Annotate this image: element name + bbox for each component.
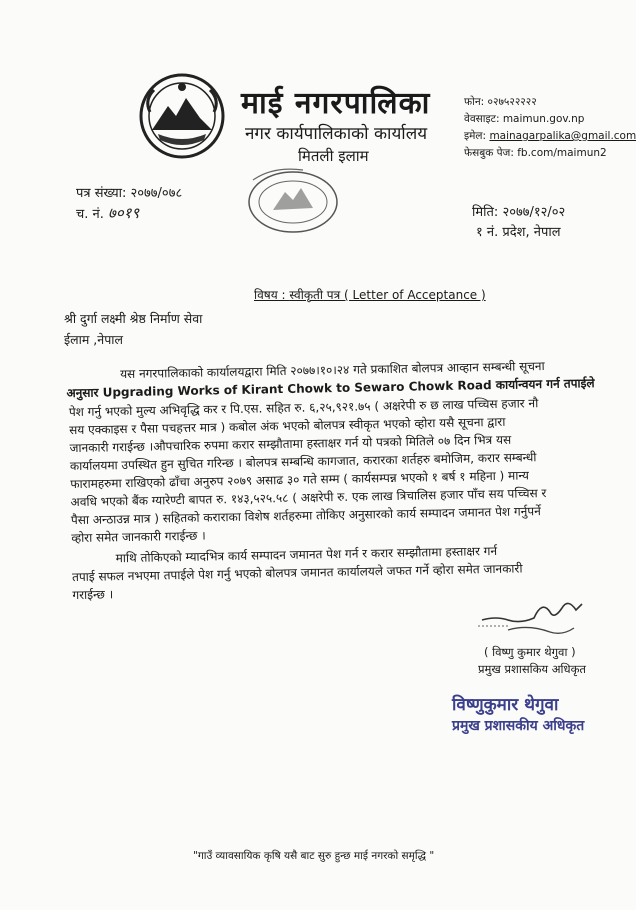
- subject-line: [254, 286, 486, 303]
- office-seal-stamp-icon: [243, 160, 343, 240]
- body-line: अनुसार Upgrading Works of Kirant Chowk to Sewaro Chowk Road कार्यान्वयन गर्न तपाईले: [66, 376, 595, 401]
- office-address: मितली इलाम: [298, 147, 369, 165]
- signatory-stamp-name: विष्णुकुमार थेगुवा: [452, 695, 559, 715]
- contact-facebook: [464, 146, 607, 160]
- handwritten-signature-icon: [478, 590, 588, 642]
- letter-date: [472, 202, 565, 220]
- body-line: अवधि भएको बैंक ग्यारेण्टी बापत रु. १४३,५२५.५८ ( अक्षरेपी रु. एक लाख त्रिचालिस हजार पाँच सय पच्चिस र: [70, 485, 547, 510]
- contact-phone: [464, 95, 537, 109]
- contact-phone-value: ०२७५२२२२२: [487, 96, 537, 108]
- body-line: यस नगरपालिकाको कार्यालयद्वारा मिति २०७७।१०।२४ गते प्रकाशित बोलपत्र आव्हान सम्बन्धी सूचना: [120, 359, 545, 382]
- body-line: कार्यालयमा उपस्थित हुन सुचित गरिन्छ । बोलपत्र सम्बन्धि कागजात, करारका शर्तहरु बमोजिम, करार सम्बन्धी: [69, 450, 537, 474]
- recipient-name: श्री दुर्गा लक्ष्मी श्रेष्ठ निर्माण सेवा: [64, 311, 203, 326]
- body-line: फारामहरुमा राखिएको ढाँचा अनुरुप २०७९ असाढ ३० गते सम्म ( कार्यसम्पन्न भएको १ बर्ष १ महिना ) मान्य: [70, 468, 530, 492]
- letter-body: [66, 356, 624, 603]
- letter-number-label: पत्र संख्या:: [76, 186, 127, 201]
- dispatch-number-value: ७०१९: [108, 204, 140, 222]
- footer-slogan: "गाउँ व्यावसायिक कृषि यसै बाट सुरु हुन्छ माई नगरको समृद्धि ": [193, 850, 435, 862]
- contact-facebook-value[interactable]: fb.com/maimun2: [517, 147, 607, 159]
- subject-text: स्वीकृती पत्र ( Letter of Acceptance ): [289, 288, 486, 302]
- body-line: पेश गर्नु भएको मुल्य अभिवृद्धि कर र पि.एस. सहित रु. ६,२५,९२१.७५ ( अक्षरेपी रु छ लाख पच्चिस हजार नौ: [68, 396, 539, 420]
- recipient-place: ईलाम ,नेपाल: [64, 332, 124, 347]
- letter-date-label: मिति:: [472, 205, 499, 220]
- contact-website: [464, 112, 584, 126]
- signatory-title: प्रमुख प्रशासकिय अधिकृत: [478, 662, 586, 676]
- office-name: नगर कार्यपालिकाको कार्यालय: [245, 124, 428, 144]
- body-line: पैसा अन्ठाउन्न मात्र ) सहितको कराराका विशेष शर्तहरुमा तोकिए अनुसारको कार्य सम्पादन जमानत पेश गर्नुपर्ने: [70, 504, 541, 528]
- dispatch-number-label: च. नं.: [76, 207, 104, 222]
- contact-website-label: वेवसाइट:: [464, 113, 500, 125]
- province: १ नं. प्रदेश, नेपाल: [476, 225, 561, 240]
- body-line: जानकारी गराईन्छ ।औपचारिक रुपमा करार सम्झौतामा हस्ताक्षर गर्न यो पत्रको मितिले ०७ दिन भित्र यस: [69, 432, 512, 456]
- body-line: तपाई सफल नभएमा तपाईले पेश गर्नु भएको बोलपत्र जमानत कार्यालयले जफत गर्ने व्होरा समेत जानकारी: [71, 561, 523, 585]
- signatory-name: ( विष्णु कुमार थेगुवा ): [484, 645, 576, 659]
- municipality-logo-icon: [138, 72, 226, 160]
- contact-email: [464, 129, 636, 143]
- contact-website-value[interactable]: maimun.gov.np: [502, 113, 585, 125]
- dispatch-number: [76, 203, 139, 223]
- contact-email-value[interactable]: mainagarpalika@gmail.com: [489, 130, 636, 142]
- contact-phone-label: फोन:: [464, 96, 485, 108]
- body-line: व्होरा समेत जानकारी गराईन्छ ।: [71, 528, 206, 546]
- subject-label: विषय :: [254, 288, 286, 302]
- org-name: माई नगरपालिका: [241, 86, 431, 121]
- body-line: गराईन्छ ।: [72, 587, 114, 603]
- body-line: माथि तोकिएको म्यादभित्र कार्य सम्पादन जमानत पेश गर्न र करार सम्झौतामा हस्ताक्षर गर्न: [115, 543, 498, 566]
- letter-date-value: २०७७/१२/०२: [502, 205, 566, 220]
- contact-facebook-label: फेसबुक पेज:: [464, 147, 514, 159]
- body-line: सय एक्काइस र पैसा पचहत्तर मात्र ) कबोल अंक भएको बोलपत्र स्वीकृत भएको व्होरा यसै सूचना द्वारा: [69, 414, 506, 438]
- signatory-stamp-title: प्रमुख प्रशासकीय अधिकृत: [452, 718, 585, 734]
- letter-number-value: २०७७/०७८: [130, 186, 183, 201]
- letter-number: [76, 183, 182, 201]
- contact-email-label: इमेल:: [464, 130, 487, 142]
